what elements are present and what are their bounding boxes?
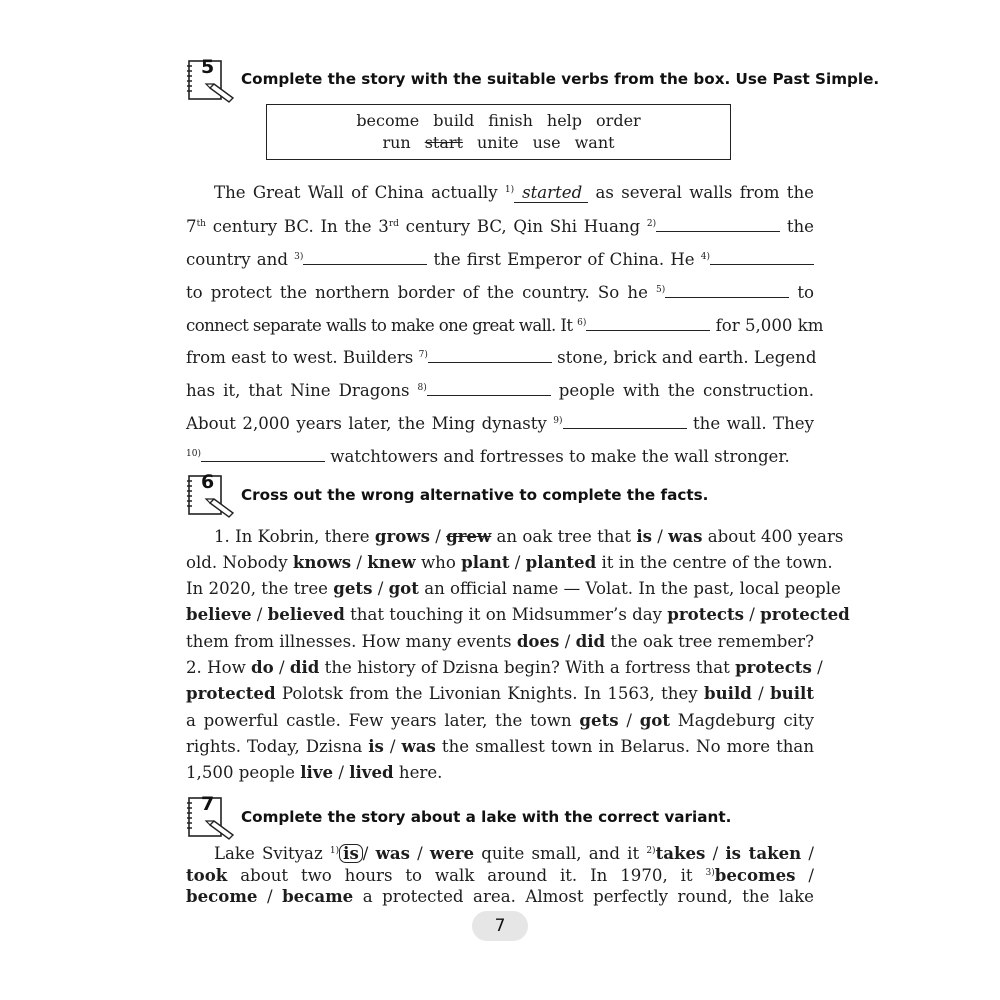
verb: finish [488, 111, 533, 130]
exercise-7-instruction: Complete the story about a lake with the correct variant. [241, 808, 732, 826]
story-line: from east to west. Builders $^{7)}$ stone, brick and earth. Legend [186, 348, 817, 367]
answer-blank[interactable] [201, 446, 325, 462]
answer-blank[interactable] [427, 380, 551, 396]
verb: use [532, 133, 561, 152]
answer-blank[interactable] [656, 216, 780, 232]
story-line: About 2,000 years later, the Ming dynasty $^{9)}$ the wall. They [186, 414, 815, 433]
facts-line: 1. In Kobrin, there grows / grew an oak tree that is / was about 400 years [214, 526, 844, 546]
answer-blank[interactable] [586, 315, 710, 331]
answer-blank[interactable] [563, 413, 687, 429]
crossed-out-option: grew [446, 526, 492, 546]
story-line: to protect the northern border of the country. So he $^{5)}$ to [186, 283, 815, 302]
page-number: 7 [472, 911, 528, 941]
story-line: country and $^{3)}$ the first Emperor of China. He $^{4)}$ [186, 249, 814, 269]
facts-line: 1,500 people live / lived here. [186, 762, 443, 782]
verb: run [382, 133, 411, 152]
facts-line: old. Nobody knows / knew who plant / planted it in the centre of the town. [186, 552, 833, 572]
story-line: connect separate walls to make one great wall. It $^{6)}$ for 5,000 km [186, 316, 824, 335]
facts-line: a powerful castle. Few years later, the town gets / got Magdeburg city [186, 710, 815, 730]
verb: become [356, 111, 420, 130]
facts-line: 2. How do / did the history of Dzisna begin? With a fortress that protects / [186, 657, 823, 677]
story-line: The Great Wall of China actually $^{1)}$ started as several walls from the [214, 183, 814, 202]
story-line: has it, that Nine Dragons $^{8)}$ people with the construction. [186, 381, 814, 400]
answer-blank[interactable] [428, 347, 552, 363]
answer-blank-example: started [514, 183, 588, 203]
answer-blank[interactable] [303, 249, 427, 265]
exercise-number: 5 [201, 56, 215, 78]
verb: want [574, 133, 615, 152]
facts-line: them from illnesses. How many events does / did the oak tree remember? [186, 631, 814, 651]
answer-blank[interactable] [710, 249, 814, 265]
verb-box-row-1 [267, 110, 730, 132]
lake-story-line: Lake Svityaz $^{1)}$ is / was / were quite small, and it $^{2)}$takes / is taken / [214, 843, 814, 863]
facts-line: believe / believed that touching it on Midsummer’s day protects / protected [186, 604, 850, 624]
circled-answer: is [339, 844, 363, 863]
exercise-number: 6 [201, 471, 215, 493]
facts-line: In 2020, the tree gets / got an official name — Volat. In the past, local people [186, 578, 841, 598]
verb-crossed-out: start [424, 133, 463, 152]
exercise-5-instruction: Complete the story with the suitable verbs from the box. Use Past Simple. [241, 70, 880, 88]
lake-story-line: took about two hours to walk around it. In 1970, it $^{3)}$becomes / [186, 865, 814, 885]
verb: unite [476, 133, 519, 152]
facts-line: protected Polotsk from the Livonian Knights. In 1563, they build / built [186, 683, 815, 703]
verb: order [596, 111, 641, 130]
facts-line: rights. Today, Dzisna is / was the smallest town in Belarus. No more than [186, 736, 815, 756]
exercise-7-icon [186, 795, 236, 841]
verb-box-row-2 [267, 132, 730, 154]
verb-box [266, 104, 731, 160]
story-line: $^{10)}$ watchtowers and fortresses to make the wall stronger. [186, 447, 790, 466]
exercise-5-icon [186, 58, 236, 104]
story-line: 7th century BC. In the 3rd century BC, Qin Shi Huang $^{2)}$ the [186, 217, 814, 236]
lake-story-line: become / became a protected area. Almost perfectly round, the lake [186, 886, 815, 906]
answer-blank[interactable] [665, 282, 789, 298]
verb: help [546, 111, 583, 130]
exercise-6-instruction: Cross out the wrong alternative to complete the facts. [241, 486, 709, 504]
exercise-number: 7 [201, 793, 215, 815]
exercise-6-icon [186, 473, 236, 519]
verb: build [433, 111, 475, 130]
